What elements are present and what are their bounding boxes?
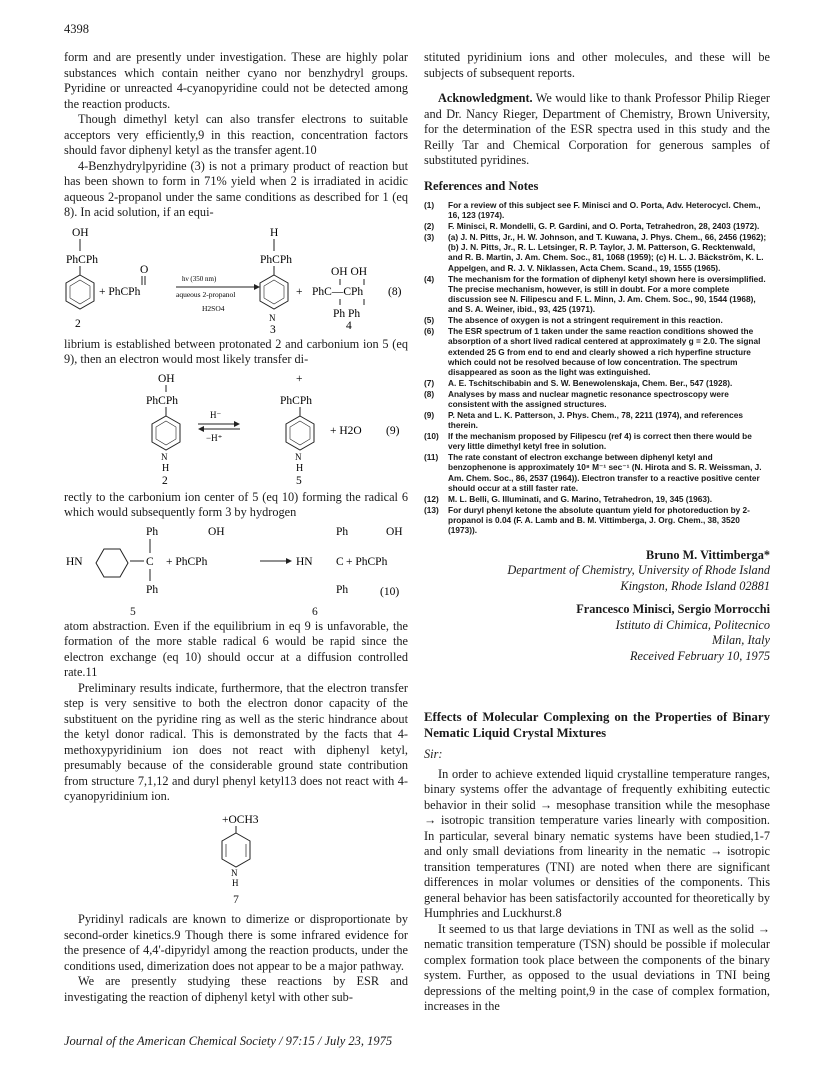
- compound-label: 6: [312, 605, 318, 618]
- equation-10-scheme: [64, 523, 408, 603]
- reference-number: (13): [424, 504, 439, 515]
- reference-number: (8): [424, 388, 435, 399]
- reference-text: The mechanism for the formation of diphenyl ketyl shown here is oversimplified. The precise mechanism, however, is still in doubt. For a more complete discussion see N. Filipescu and F. L. Minn, J. Am. Chem. Soc., 90, 1544 (1968), and S. A. Weiner, ibid., 93, 425 (1971).: [448, 273, 766, 315]
- paragraph: Pyridinyl radicals are known to dimerize or disproportionate by second-order kinetics.9 Though there is some infrared evidence for the presence of 4,4'-dipyridyl among the reaction products, under the conditions used, dimerization does not appear to be a major pathway.: [64, 912, 408, 973]
- eq9-h: H: [296, 462, 304, 474]
- eq10-reagent: + PhCPh: [346, 555, 388, 568]
- compound-label: 2: [75, 317, 81, 330]
- eq8-oh: OH: [72, 226, 89, 239]
- reference-number: (5): [424, 315, 435, 326]
- reference-text: For a review of this subject see F. Minisci and O. Porta, Adv. Heterocycl. Chem., 16, 123 (1974).: [448, 200, 761, 221]
- reference-item: [424, 221, 770, 231]
- eq9-proton: −H⁺: [206, 432, 223, 443]
- page-number: 4398: [64, 22, 89, 36]
- eq10-hn: HN: [66, 555, 83, 568]
- eq8-phph: Ph Ph: [333, 307, 361, 320]
- reference-number: (6): [424, 326, 435, 337]
- eq9-oh: OH: [158, 372, 175, 385]
- reference-item: [424, 315, 770, 325]
- reference-number: (10): [424, 431, 439, 442]
- compound-label: 2: [162, 474, 168, 487]
- eq8-condition: H2SO4: [202, 303, 225, 313]
- reference-number: (1): [424, 200, 435, 210]
- eq8-ohoh: OH OH: [331, 265, 368, 278]
- eq8-condition: aqueous 2-propanol: [176, 289, 236, 299]
- eq8-phcph: PhCPh: [260, 253, 292, 266]
- paragraph: Though dimethyl ketyl can also transfer electrons to suitable acceptors very efficiently,9 in this reaction, concentration factors should favor diphenyl ketyl as the transfer agent.10: [64, 112, 408, 157]
- eq8-condition: hν (350 nm): [182, 274, 217, 283]
- eq9-nh: N: [161, 451, 168, 462]
- eq8-reagent: + PhCPh: [99, 285, 141, 298]
- eq10-oh: OH: [208, 525, 225, 538]
- author-name: Francesco Minisci, Sergio Morrocchi: [576, 602, 770, 616]
- eq8-nitrogen: N: [269, 312, 276, 323]
- reference-number: (11): [424, 452, 439, 463]
- journal-footer: Journal of the American Chemical Society / 97:15 / July 23, 1975: [64, 1034, 393, 1048]
- reference-item: [424, 494, 770, 504]
- paragraph: 4-Benzhydrylpyridine (3) is not a primary product of reaction but has been shown to form in 71% yield when 2 is irradiated in acidic aqueous 2-propanol under the same conditions as described for 1 (eq 8). In acid solution, if an equi-: [64, 158, 408, 219]
- affiliation: Milan, Italy: [711, 633, 770, 647]
- eq9-plus: +: [296, 372, 303, 385]
- reference-text: The absence of oxygen is not a stringent requirement in this reaction.: [448, 315, 723, 326]
- struct7-nitrogen: N: [231, 867, 238, 878]
- eq10-ph: Ph: [336, 583, 349, 596]
- reference-text: F. Minisci, R. Mondelli, G. P. Gardini, and O. Porta, Tetrahedron, 28, 2403 (1972).: [448, 221, 760, 232]
- reference-item: [424, 274, 770, 315]
- reference-item: [424, 389, 770, 410]
- references-heading: References and Notes: [424, 178, 539, 193]
- eq10-carbon: C: [336, 555, 344, 568]
- compound-label: 3: [270, 323, 276, 335]
- eq8-plus: +: [296, 285, 303, 298]
- reference-text: (a) J. N. Pitts, Jr., H. W. Johnson, and T. Kuwana, J. Phys. Chem., 66, 2456 (1962); (b) J. N. Pitts, Jr., R. L. Letsinger, R. P. Taylor, J. M. Patterson, G. Recktenwald, and R. B. Martin, J. Am. Chem. Soc., 81, 1068 (1959); (c) H. L. J. Bäckström, K. L. Appelgen, and R. J. V. Niklassen, Acta Chem. Scand., 19, 1555 (1965).: [448, 231, 767, 273]
- article-title: Effects of Molecular Complexing on the Properties of Binary Nematic Liquid Crystal Mixtures: [424, 710, 770, 740]
- affiliation: Kingston, Rhode Island 02881: [620, 578, 770, 593]
- reference-item: [424, 232, 770, 273]
- reference-item: [424, 378, 770, 388]
- equation-number: (9): [386, 424, 400, 437]
- received-date: Received February 10, 1975: [630, 648, 770, 663]
- eq10-ph: Ph: [146, 525, 159, 538]
- reference-number: (12): [424, 493, 439, 504]
- eq9-phcph: PhCPh: [280, 394, 312, 407]
- acknowledgment: [424, 91, 770, 169]
- paragraph: rectly to the carbonium ion center of 5 (eq 10) forming the radical 6 which would subsequently form 3 by hydrogen: [64, 489, 408, 519]
- reference-number: (3): [424, 231, 435, 242]
- reference-text: M. L. Belli, G. Illuminati, and G. Marino, Tetrahedron, 19, 345 (1963).: [448, 493, 713, 504]
- left-column: [64, 50, 408, 1005]
- reference-text: Analyses by mass and nuclear magnetic resonance spectroscopy were consistent with the assigned structures.: [448, 388, 729, 410]
- equation-number: (10): [380, 585, 400, 598]
- compound-label: 5: [296, 474, 302, 487]
- reference-text: The ESR spectrum of 1 taken under the same reaction conditions showed the absorption of a short lived radical centered at approximately g = 2.0. The signal extended 25 G from end to end and clearly showed a rich hyperfine structure which could not be resolved because of low concentration. The spectrum disappeared as soon as the light was extinguished.: [448, 326, 761, 378]
- paragraph: atom abstraction. Even if the equilibrium in eq 9 is unfavorable, the formation of the more stable radical 6 would be rapid since the electron exchange (eq 10) should occur at a diffusion controlled rate.11: [64, 618, 408, 679]
- paragraph: stituted pyridinium ions and other molecules, and these will be subjects of subsequent reports.: [424, 50, 770, 80]
- right-column: [424, 50, 770, 1015]
- salutation: Sir:: [424, 747, 443, 761]
- eq8-phcph: PhCPh: [66, 253, 98, 266]
- paragraph: We are presently studying these reactions by ESR and investigating the reaction of diphenyl ketyl with other sub-: [64, 974, 408, 1004]
- reference-list: [424, 200, 770, 536]
- reference-item: [424, 431, 770, 452]
- eq9-h: H: [162, 462, 170, 474]
- reference-item: [424, 200, 770, 221]
- author-name: Bruno M. Vittimberga*: [646, 547, 770, 562]
- eq10-oh: OH: [386, 525, 403, 538]
- paragraph: librium is established between protonated 2 and carbonium ion 5 (eq 9), then an electron would most likely transfer di-: [64, 336, 408, 366]
- affiliation: Istituto di Chimica, Politecnico: [615, 617, 770, 632]
- compound-label: 7: [233, 893, 239, 906]
- eq9-nh: N: [295, 451, 302, 462]
- reference-number: (2): [424, 221, 435, 232]
- eq10-hn: HN: [296, 555, 313, 568]
- struct7-och3: +OCH3: [222, 813, 259, 826]
- eq10-ph: Ph: [146, 583, 159, 596]
- reference-text: P. Neta and L. K. Patterson, J. Phys. Chem., 78, 2211 (1974), and references therein.: [448, 409, 743, 431]
- eq10-reagent: + PhCPh: [166, 555, 208, 568]
- eq8-product: PhC—CPh: [312, 285, 364, 298]
- eq9-phcph: PhCPh: [146, 394, 178, 407]
- structure-7: [64, 809, 408, 891]
- eq9-hydride: H⁻: [210, 409, 222, 420]
- reference-text: The rate constant of electron exchange between diphenyl ketyl and benzophenone is approximately 10⁸ M⁻¹ sec⁻¹ (N. Hirota and S. R. Weissman, J. Am. Chem. Soc., 86, 2537 (1964)). Electron transfer to a reactive positive center should occur at a still faster rate.: [448, 452, 762, 494]
- paragraph: In order to achieve extended liquid crystalline temperature ranges, binary systems offer the advantage of frequently exhibiting eutectic behavior in their solid → mesophase transition while the mesophase → isotropic transition temperature varies linearly with composition. In particular, several binary nematic systems have been studied,1-7 and only small deviations from linearity in the nematic → isotropic transition temperatures (TNI) are noted when there are significant differences in molar volumes or densities of the components. This general behavior has been satisfactorily accounted for theoretically by Humphries and Luckhurst.8: [424, 766, 770, 920]
- affiliation: Department of Chemistry, University of Rhode Island: [507, 563, 770, 577]
- compound-label: 5: [130, 605, 136, 618]
- eq10-carbon: C: [146, 555, 154, 568]
- reference-item: [424, 452, 770, 493]
- paragraph: It seemed to us that large deviations in TNI as well as the solid → nematic transition temperature (TSN) should be possible if molecular complex formation took place between the components of the binary system. Further, as opposed to the usual deviations in TNI being depressions of the melting point,9 in the case of complex formation, increases in the: [424, 921, 770, 1013]
- acknowledgment-text: We would like to thank Professor Philip Rieger and Dr. Nancy Rieger, Department of Chemistry, Brown University, for the determination of the ESR spectra used in this study and the Reilly Tar and Chemical Corporation for generous samples of substituted pyridines.: [424, 91, 770, 167]
- reference-text: If the mechanism proposed by Filipescu (ref 4) is correct then there would be very little dimethyl ketyl free in solution.: [448, 431, 752, 452]
- reference-item: [424, 505, 770, 536]
- eq10-ph: Ph: [336, 525, 349, 538]
- eq9-water: + H2O: [330, 424, 362, 437]
- equation-8-scheme: [64, 223, 408, 335]
- equation-9-scheme: [64, 370, 408, 488]
- reference-text: A. E. Tschitschibabin and S. W. Benewolenskaja, Chem. Ber., 547 (1928).: [448, 378, 733, 389]
- reference-number: (4): [424, 273, 435, 284]
- eq8-h: H: [270, 226, 279, 239]
- reference-item: [424, 326, 770, 377]
- eq8-oxygen: O: [140, 263, 149, 276]
- compound-label: 4: [346, 319, 352, 332]
- paragraph: form and are presently under investigation. These are highly polar substances which contain neither cyano nor benzhydryl groups. Pyridine or unreacted 4-cyanopyridine could not be detected among the reaction products.: [64, 50, 408, 111]
- reference-text: For duryl phenyl ketone the absolute quantum yield for photoreduction by 2-propanol is 0.04 (F. A. Lamb and B. M. Vittimberga, J. Org. Chem., 38, 3520 (1973)).: [448, 504, 750, 536]
- struct7-h: H: [232, 877, 239, 888]
- paragraph: Preliminary results indicate, furthermore, that the electron transfer step is very sensitive to both the electron donor capacity of the substituent on the pyridine ring as well as the steric hindrance about the ketyl donor radical. This is demonstrated by the facts that 4-methoxypyridinium ion does not react with diphenyl ketyl, presumably because of the considerable ground state contribution from structure 7,1,12 and duryl phenyl ketyl13 does not react with 4-cyanopyridinium ion.: [64, 680, 408, 803]
- reference-number: (9): [424, 409, 435, 420]
- acknowledgment-heading: Acknowledgment.: [438, 91, 533, 105]
- equation-number: (8): [388, 285, 402, 298]
- reference-item: [424, 410, 770, 431]
- reference-number: (7): [424, 378, 435, 389]
